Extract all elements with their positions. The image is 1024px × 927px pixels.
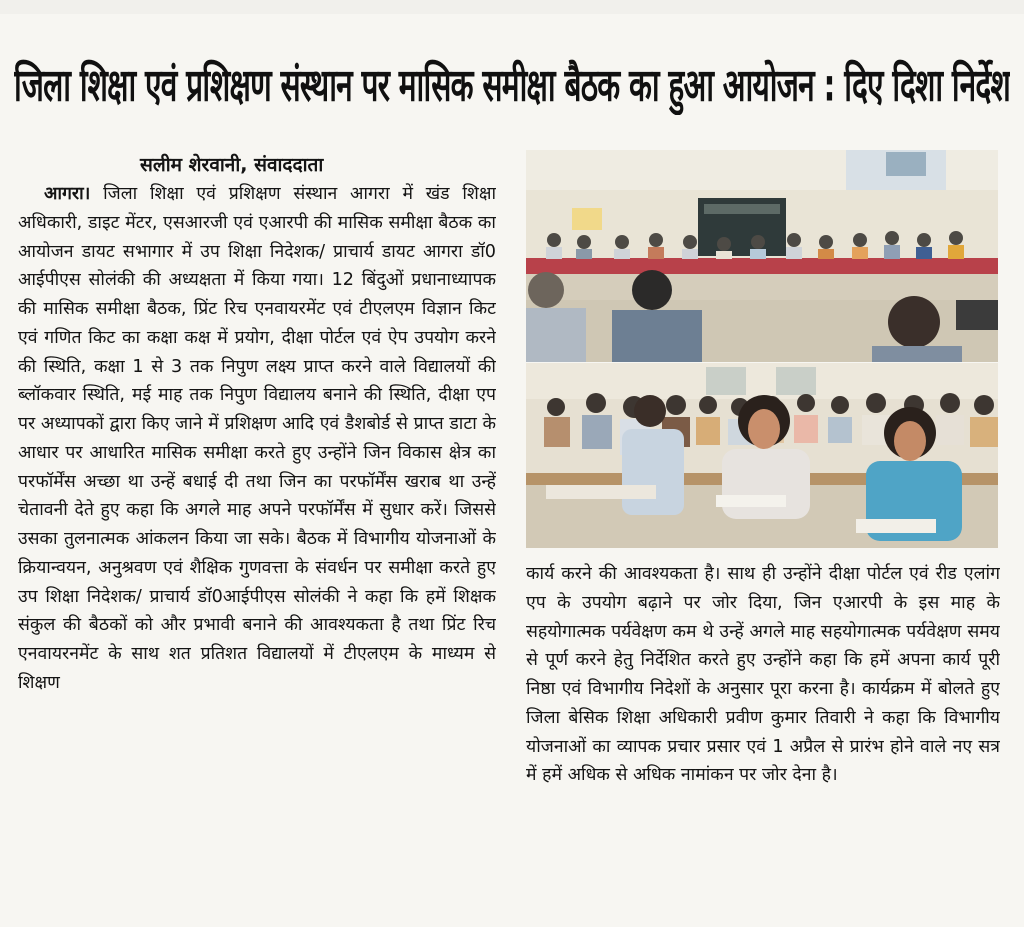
article-body-left <box>18 180 496 908</box>
article-body-right: कार्य करने की आवश्यकता है। साथ ही उन्होंने दीक्षा पोर्टल एवं रीड एलांग एप के उपयोग बढ़ाने पर जोर दिया, जिन एआरपी के इस माह के सहयोगात्मक पर्यवेक्षण कम थे उन्हें अगले माह सहयोगात्मक पर्यवेक्षण समय से पूर्ण करने हेतु निर्देशित करते हुए उन्होंने कहा कि हमें अपना कार्य पूरी निष्ठा एवं विभागीय निदेशों के अनुसार पूरा करना है। कार्यक्रम में बोलते हुए जिला बेसिक शिक्षा अधिकारी प्रवीण कुमार तिवारी ने कहा कि विभागीय योजनाओं का व्यापक प्रचार प्रसार एवं 1 अप्रैल से प्रारंभ होने वाले नए सत्र में हमें अधिक से अधिक नामांकन पर जोर देना है। <box>526 564 1000 786</box>
top-strip <box>0 0 1024 14</box>
headline-text: जिला शिक्षा एवं प्रशिक्षण संस्थान पर मासिक समीक्षा बैठक का हुआ आयोजन : दिए दिशा निर्देश <box>14 59 1010 112</box>
headline <box>14 55 1010 115</box>
body-left-text: जिला शिक्षा एवं प्रशिक्षण संस्थान आगरा में खंड शिक्षा अधिकारी, डाइट मेंटर, एसआरजी एवं एआरपी की मासिक समीक्षा बैठक का आयोजन डायट सभागार में उप शिक्षा निदेशक/ प्राचार्य डायट आगरा डॉ0 आईपीएस सोलंकी की अध्यक्षता में किया गया। 12 बिंदुओं प्रधानाध्यापक की मासिक समीक्षा बैठक, प्रिंट रिच एनवायरमेंट एवं टीएलएम विज्ञान किट एवं गणित किट का कक्षा कक्ष में प्रयोग, दीक्षा पोर्टल एवं ऐप उपयोग करने की स्थिति, कक्षा 1 से 3 तक निपुण लक्ष्य प्राप्त करने वाले विद्यालयों की ब्लॉकवार स्थिति, मई माह तक निपुण विद्यालय बनाने की स्थिति, दीक्षा एप पर अध्यापकों द्वारा किए जाने में प्रशिक्षण आदि एवं डैशबोर्ड से प्राप्त डाटा के आधार पर आधारित मासिक समीक्षा करते हुए उन्होंने जिन विकास क्षेत्र का परफॉर्मेंस अच्छा था उन्हें बधाई दी तथा जिन का परफॉर्मेंस खराब था उन्हें चेतावनी देते हुए कहा कि अगले माह अपने परफॉर्मेंस में सुधार करें। जिससे उसका तुलनात्मक आंकलन किया जा सके। बैठक में विभागीय योजनाओं के क्रियान्वयन, अनुश्रवण एवं शैक्षिक गुणवत्ता के संवर्धन पर समीक्षा करते हुए उप शिक्षा निदेशक/ प्राचार्य डॉ0आईपीएस सोलंकी ने कहा कि हमें शिक्षक संकुल की बैठकों को और प्रभावी बनाने की आवश्यकता है तथा प्रिंट रिच एनवायरनमेंट के साथ शत प्रतिशत विद्यालयों में टीएलएम के माध्यम से शिक्षण <box>18 184 496 693</box>
meeting-photo-dais <box>526 150 998 362</box>
byline: सलीम शेरवानी, संवाददाता <box>140 154 324 176</box>
dateline: आगरा। <box>44 184 91 204</box>
meeting-photo-audience <box>526 363 998 548</box>
